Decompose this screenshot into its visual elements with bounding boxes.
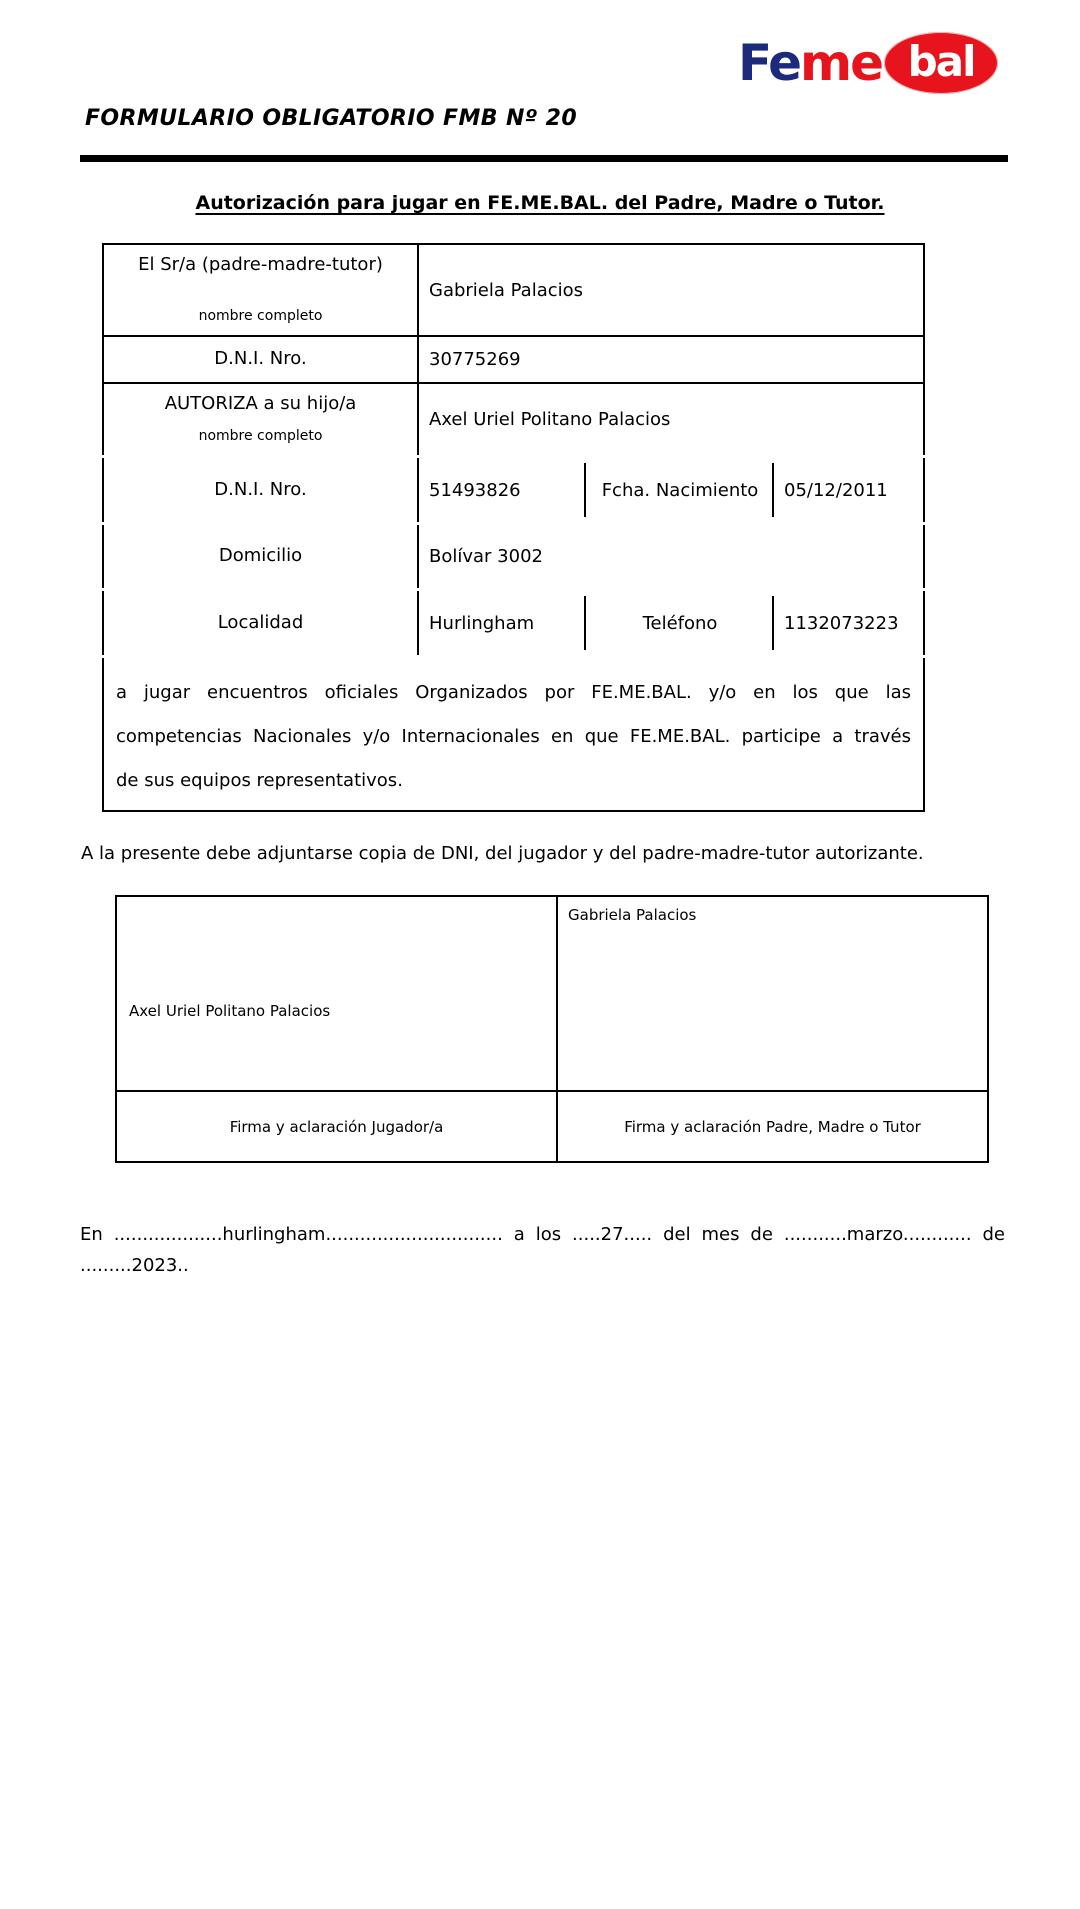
tutor-signature-name: Gabriela Palacios	[568, 906, 697, 924]
tutor-label-cell	[104, 245, 419, 335]
player-signature-caption: Firma y aclaración Jugador/a	[117, 1090, 558, 1161]
logo-text-bal: bal	[907, 37, 975, 86]
logo-text-fe: Fe	[738, 34, 801, 92]
table-row-child	[102, 382, 925, 455]
tutor-dni-value: 30775269	[429, 349, 521, 370]
tutor-label: El Sr/a (padre-madre-tutor)	[138, 254, 383, 275]
tutor-name-value: Gabriela Palacios	[429, 279, 584, 301]
birthdate-label: Fcha. Nacimiento	[586, 458, 774, 522]
authorization-heading: Autorización para jugar en FE.ME.BAL. del Padre, Madre o Tutor.	[195, 192, 885, 214]
table-row-address	[102, 525, 925, 588]
place-date-line-1: En ...................hurlingham............................... a los .....27..... del mes de ...........marzo............ de	[80, 1224, 1005, 1245]
phone-value: 1132073223	[784, 612, 899, 634]
table-row-tutor-dni	[102, 335, 925, 382]
horizontal-rule	[80, 155, 1008, 162]
form-title: FORMULARIO OBLIGATORIO FMB Nº 20	[85, 106, 578, 131]
table-row-city	[102, 591, 925, 655]
child-sublabel: nombre completo	[198, 428, 323, 444]
clause-line-1: a jugar encuentros oficiales Organizados por FE.ME.BAL. y/o en los que las	[116, 682, 911, 703]
clause-line-2: competencias Nacionales y/o Internacionales en que FE.ME.BAL. participe a través	[116, 726, 911, 747]
signature-table	[115, 895, 989, 1163]
player-signature-name: Axel Uriel Politano Palacios	[129, 1002, 331, 1020]
place-date-statement	[80, 1219, 1005, 1281]
attachment-note: A la presente debe adjuntarse copia de DNI, del jugador y del padre-madre-tutor autorizante.	[81, 843, 924, 864]
address-value: Bolívar 3002	[429, 546, 543, 567]
authorization-table	[102, 243, 925, 812]
logo-text-me: me	[800, 34, 883, 92]
table-row-child-dni	[102, 458, 925, 522]
phone-label: Teléfono	[586, 591, 774, 655]
child-label: AUTORIZA a su hijo/a	[164, 393, 357, 414]
child-dni-value: 51493826	[419, 458, 586, 522]
table-row-tutor	[102, 243, 925, 335]
player-signature-box	[117, 897, 558, 1090]
address-label: Domicilio	[104, 525, 419, 588]
child-dni-label: D.N.I. Nro.	[104, 458, 419, 522]
femebal-logo	[738, 30, 998, 96]
table-row-clause	[102, 658, 925, 812]
city-value: Hurlingham	[419, 591, 586, 655]
child-name-value: Axel Uriel Politano Palacios	[429, 409, 671, 430]
child-label-cell	[104, 384, 419, 455]
tutor-signature-caption: Firma y aclaración Padre, Madre o Tutor	[558, 1090, 987, 1161]
birthdate-value: 05/12/2011	[784, 479, 888, 501]
logo-oval	[884, 32, 998, 94]
tutor-sublabel: nombre completo	[198, 308, 323, 324]
tutor-dni-label: D.N.I. Nro.	[104, 337, 419, 382]
place-date-line-2: .........2023..	[80, 1255, 189, 1276]
clause-line-3: de sus equipos representativos.	[116, 770, 403, 791]
tutor-signature-box	[558, 897, 987, 1090]
city-label: Localidad	[104, 591, 419, 655]
